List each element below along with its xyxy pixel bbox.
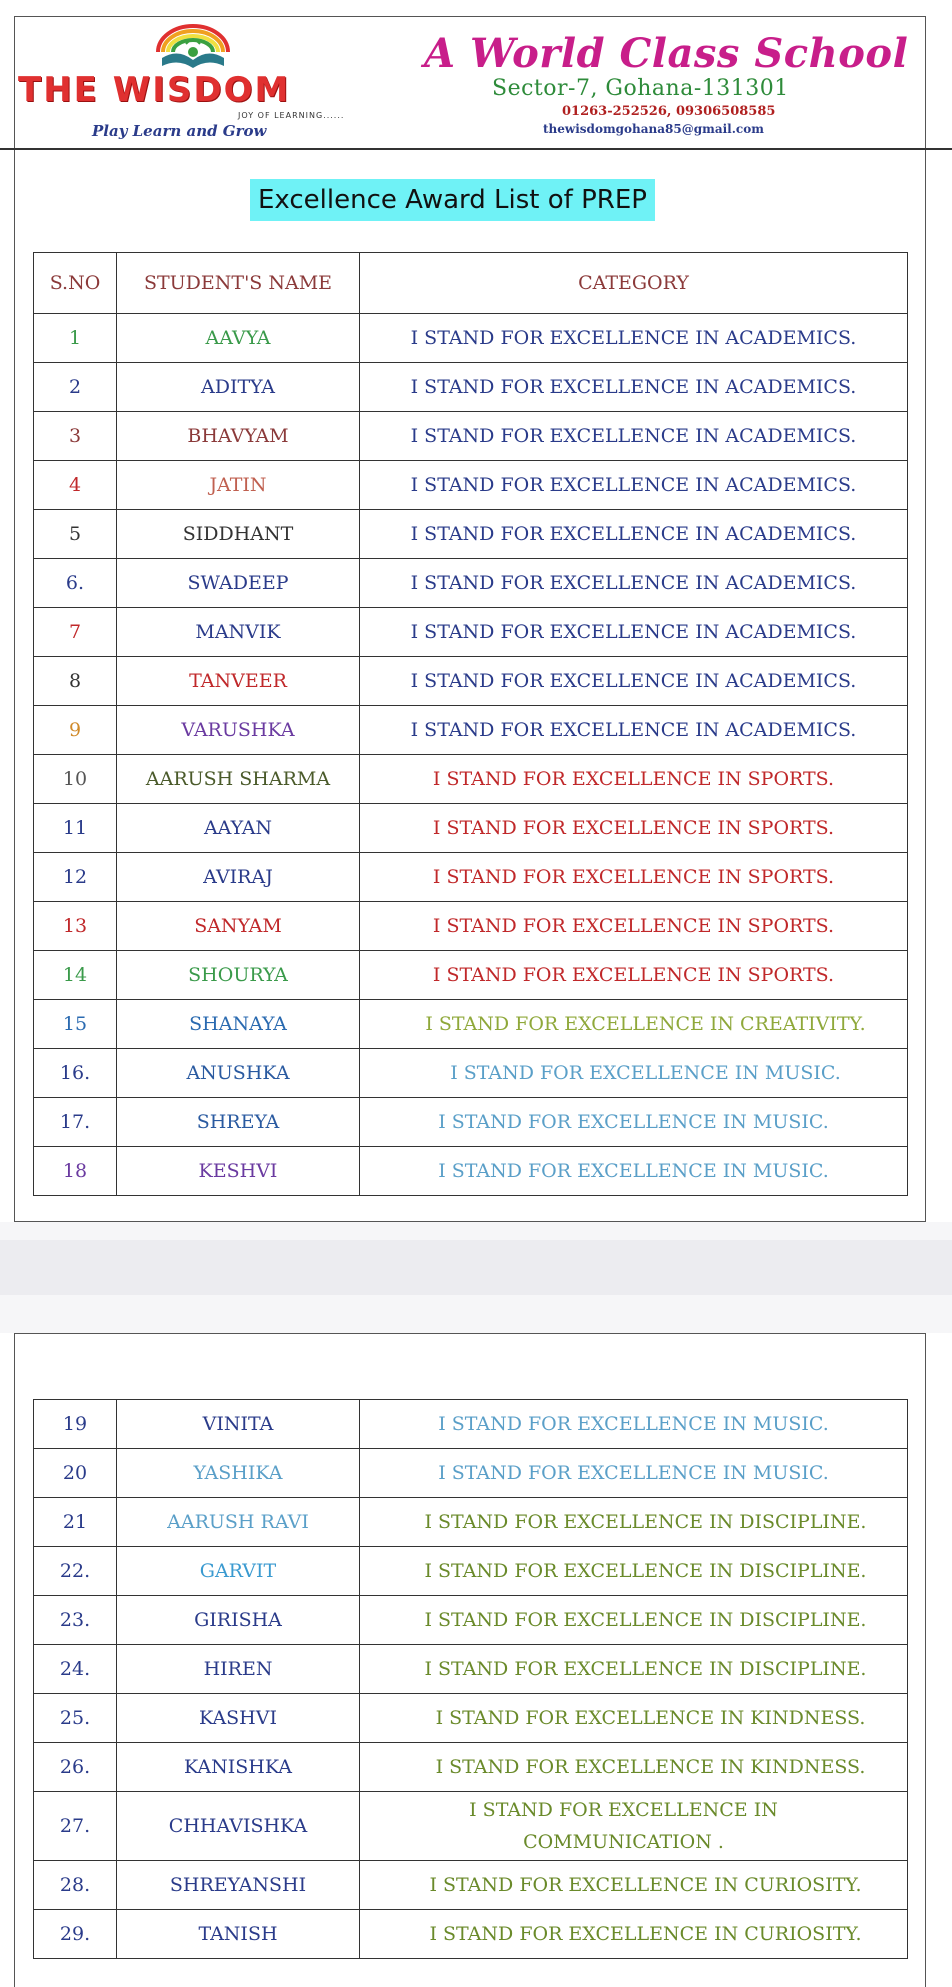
cell-category: I STAND FOR EXCELLENCE IN ACADEMICS.	[360, 363, 908, 412]
table-row	[34, 1000, 908, 1049]
cell-student-name: AARUSH RAVI	[117, 1498, 360, 1547]
cell-category: I STAND FOR EXCELLENCE IN MUSIC.	[360, 1049, 908, 1098]
category-text: I STAND FOR EXCELLENCE IN COMMUNICATION .	[469, 1799, 778, 1853]
table-row	[34, 755, 908, 804]
cell-student-name: KASHVI	[117, 1694, 360, 1743]
cell-sno: 27.	[34, 1792, 117, 1861]
cell-category: I STAND FOR EXCELLENCE IN CREATIVITY.	[360, 1000, 908, 1049]
address: Sector-7, Gohana-131301	[492, 76, 789, 101]
cell-category: I STAND FOR EXCELLENCE IN ACADEMICS.	[360, 559, 908, 608]
cell-student-name: VARUSHKA	[117, 706, 360, 755]
cell-sno: 14	[34, 951, 117, 1000]
table-row	[34, 559, 908, 608]
cell-category: I STAND FOR EXCELLENCE IN ACADEMICS.	[360, 510, 908, 559]
cell-student-name: AAVYA	[117, 314, 360, 363]
cell-student-name: ADITYA	[117, 363, 360, 412]
cell-student-name: SWADEEP	[117, 559, 360, 608]
cell-category: I STAND FOR EXCELLENCE IN MUSIC.	[360, 1400, 908, 1449]
cell-sno: 13	[34, 902, 117, 951]
cell-category: I STAND FOR EXCELLENCE IN ACADEMICS.	[360, 608, 908, 657]
cell-category: I STAND FOR EXCELLENCE IN KINDNESS.	[360, 1694, 908, 1743]
cell-sno: 12	[34, 853, 117, 902]
cell-student-name: SHOURYA	[117, 951, 360, 1000]
cell-sno: 19	[34, 1400, 117, 1449]
cell-sno: 16.	[34, 1049, 117, 1098]
page-gap	[0, 1240, 952, 1295]
table-row	[34, 1645, 908, 1694]
cell-sno: 28.	[34, 1861, 117, 1910]
cell-sno: 15	[34, 1000, 117, 1049]
cell-student-name: SANYAM	[117, 902, 360, 951]
slogan: A World Class School	[424, 30, 909, 77]
cell-category: I STAND FOR EXCELLENCE IN CURIOSITY.	[360, 1861, 908, 1910]
cell-category: I STAND FOR EXCELLENCE IN SPORTS.	[360, 902, 908, 951]
cell-category: I STAND FOR EXCELLENCE IN ACADEMICS.	[360, 461, 908, 510]
cell-student-name: BHAVYAM	[117, 412, 360, 461]
cell-sno: 1	[34, 314, 117, 363]
cell-sno: 17.	[34, 1098, 117, 1147]
cell-sno: 18	[34, 1147, 117, 1196]
cell-sno: 21	[34, 1498, 117, 1547]
cell-sno: 6.	[34, 559, 117, 608]
cell-sno: 23.	[34, 1596, 117, 1645]
cell-category: I STAND FOR EXCELLENCE IN ACADEMICS.	[360, 314, 908, 363]
cell-student-name: MANVIK	[117, 608, 360, 657]
cell-category: I STAND FOR EXCELLENCE IN ACADEMICS.	[360, 706, 908, 755]
cell-student-name: SHANAYA	[117, 1000, 360, 1049]
table-row	[34, 902, 908, 951]
cell-student-name: TANVEER	[117, 657, 360, 706]
table-row	[34, 1694, 908, 1743]
cell-sno: 2	[34, 363, 117, 412]
table-row	[34, 1098, 908, 1147]
table-row	[34, 510, 908, 559]
school-name: THE WISDOM	[18, 70, 291, 110]
cell-category: I STAND FOR EXCELLENCE IN DISCIPLINE.	[360, 1547, 908, 1596]
table-row	[34, 657, 908, 706]
school-logo-icon	[152, 22, 234, 74]
cell-category: I STAND FOR EXCELLENCE IN SPORTS.	[360, 755, 908, 804]
table-row	[34, 1910, 908, 1959]
cell-sno: 5	[34, 510, 117, 559]
cell-sno: 22.	[34, 1547, 117, 1596]
page-title: Excellence Award List of PREP	[250, 179, 655, 221]
letterhead	[0, 0, 952, 150]
table-row	[34, 1861, 908, 1910]
page-gap-top	[0, 1222, 952, 1240]
cell-student-name: GARVIT	[117, 1547, 360, 1596]
column-header-name: STUDENT'S NAME	[117, 253, 360, 314]
cell-sno: 25.	[34, 1694, 117, 1743]
cell-category: I STAND FOR EXCELLENCE IN ACADEMICS.	[360, 657, 908, 706]
cell-student-name: KANISHKA	[117, 1743, 360, 1792]
cell-sno: 3	[34, 412, 117, 461]
table-row	[34, 1792, 908, 1861]
table-row	[34, 1400, 908, 1449]
table-header-row	[34, 253, 908, 314]
cell-student-name: GIRISHA	[117, 1596, 360, 1645]
cell-category: I STAND FOR EXCELLENCE IN MUSIC.	[360, 1147, 908, 1196]
cell-category: I STAND FOR EXCELLENCE IN SPORTS.	[360, 804, 908, 853]
cell-student-name: CHHAVISHKA	[117, 1792, 360, 1861]
table-row	[34, 1743, 908, 1792]
table-row	[34, 706, 908, 755]
table-row	[34, 853, 908, 902]
cell-sno: 7	[34, 608, 117, 657]
cell-student-name: ANUSHKA	[117, 1049, 360, 1098]
tagline-small: JOY OF LEARNING......	[238, 111, 345, 120]
table-row	[34, 1147, 908, 1196]
column-header-sno: S.NO	[34, 253, 117, 314]
table-row	[34, 1449, 908, 1498]
cell-student-name: AAYAN	[117, 804, 360, 853]
table-row	[34, 363, 908, 412]
column-header-category: CATEGORY	[360, 253, 908, 314]
cell-sno: 9	[34, 706, 117, 755]
table-row	[34, 608, 908, 657]
cell-student-name: SIDDHANT	[117, 510, 360, 559]
table-row	[34, 461, 908, 510]
cell-category	[360, 1792, 908, 1861]
cell-category: I STAND FOR EXCELLENCE IN DISCIPLINE.	[360, 1645, 908, 1694]
table-row	[34, 1596, 908, 1645]
email: thewisdomgohana85@gmail.com	[543, 122, 764, 136]
header-divider	[0, 148, 952, 150]
page-gap-bottom	[0, 1295, 952, 1333]
cell-category: I STAND FOR EXCELLENCE IN KINDNESS.	[360, 1743, 908, 1792]
cell-category: I STAND FOR EXCELLENCE IN ACADEMICS.	[360, 412, 908, 461]
cell-category: I STAND FOR EXCELLENCE IN MUSIC.	[360, 1449, 908, 1498]
cell-category: I STAND FOR EXCELLENCE IN CURIOSITY.	[360, 1910, 908, 1959]
cell-student-name: VINITA	[117, 1400, 360, 1449]
cell-student-name: AARUSH SHARMA	[117, 755, 360, 804]
table-row	[34, 412, 908, 461]
cell-category: I STAND FOR EXCELLENCE IN MUSIC.	[360, 1098, 908, 1147]
tagline: Play Learn and Grow	[92, 122, 267, 140]
cell-category: I STAND FOR EXCELLENCE IN SPORTS.	[360, 951, 908, 1000]
table-row	[34, 1049, 908, 1098]
cell-student-name: SHREYA	[117, 1098, 360, 1147]
cell-student-name: JATIN	[117, 461, 360, 510]
phone: 01263-252526, 09306508585	[562, 104, 776, 119]
table-row	[34, 804, 908, 853]
table-row	[34, 1547, 908, 1596]
cell-category: I STAND FOR EXCELLENCE IN DISCIPLINE.	[360, 1596, 908, 1645]
cell-sno: 11	[34, 804, 117, 853]
cell-sno: 24.	[34, 1645, 117, 1694]
cell-sno: 10	[34, 755, 117, 804]
cell-sno: 26.	[34, 1743, 117, 1792]
cell-category: I STAND FOR EXCELLENCE IN DISCIPLINE.	[360, 1498, 908, 1547]
cell-category: I STAND FOR EXCELLENCE IN SPORTS.	[360, 853, 908, 902]
cell-sno: 20	[34, 1449, 117, 1498]
cell-sno: 4	[34, 461, 117, 510]
cell-student-name: YASHIKA	[117, 1449, 360, 1498]
cell-sno: 29.	[34, 1910, 117, 1959]
award-table-page-1	[33, 252, 908, 1196]
table-row	[34, 314, 908, 363]
cell-student-name: HIREN	[117, 1645, 360, 1694]
table-row	[34, 951, 908, 1000]
cell-student-name: AVIRAJ	[117, 853, 360, 902]
cell-student-name: KESHVI	[117, 1147, 360, 1196]
cell-student-name: SHREYANSHI	[117, 1861, 360, 1910]
cell-student-name: TANISH	[117, 1910, 360, 1959]
cell-sno: 8	[34, 657, 117, 706]
award-table-page-2	[33, 1399, 908, 1959]
table-row	[34, 1498, 908, 1547]
